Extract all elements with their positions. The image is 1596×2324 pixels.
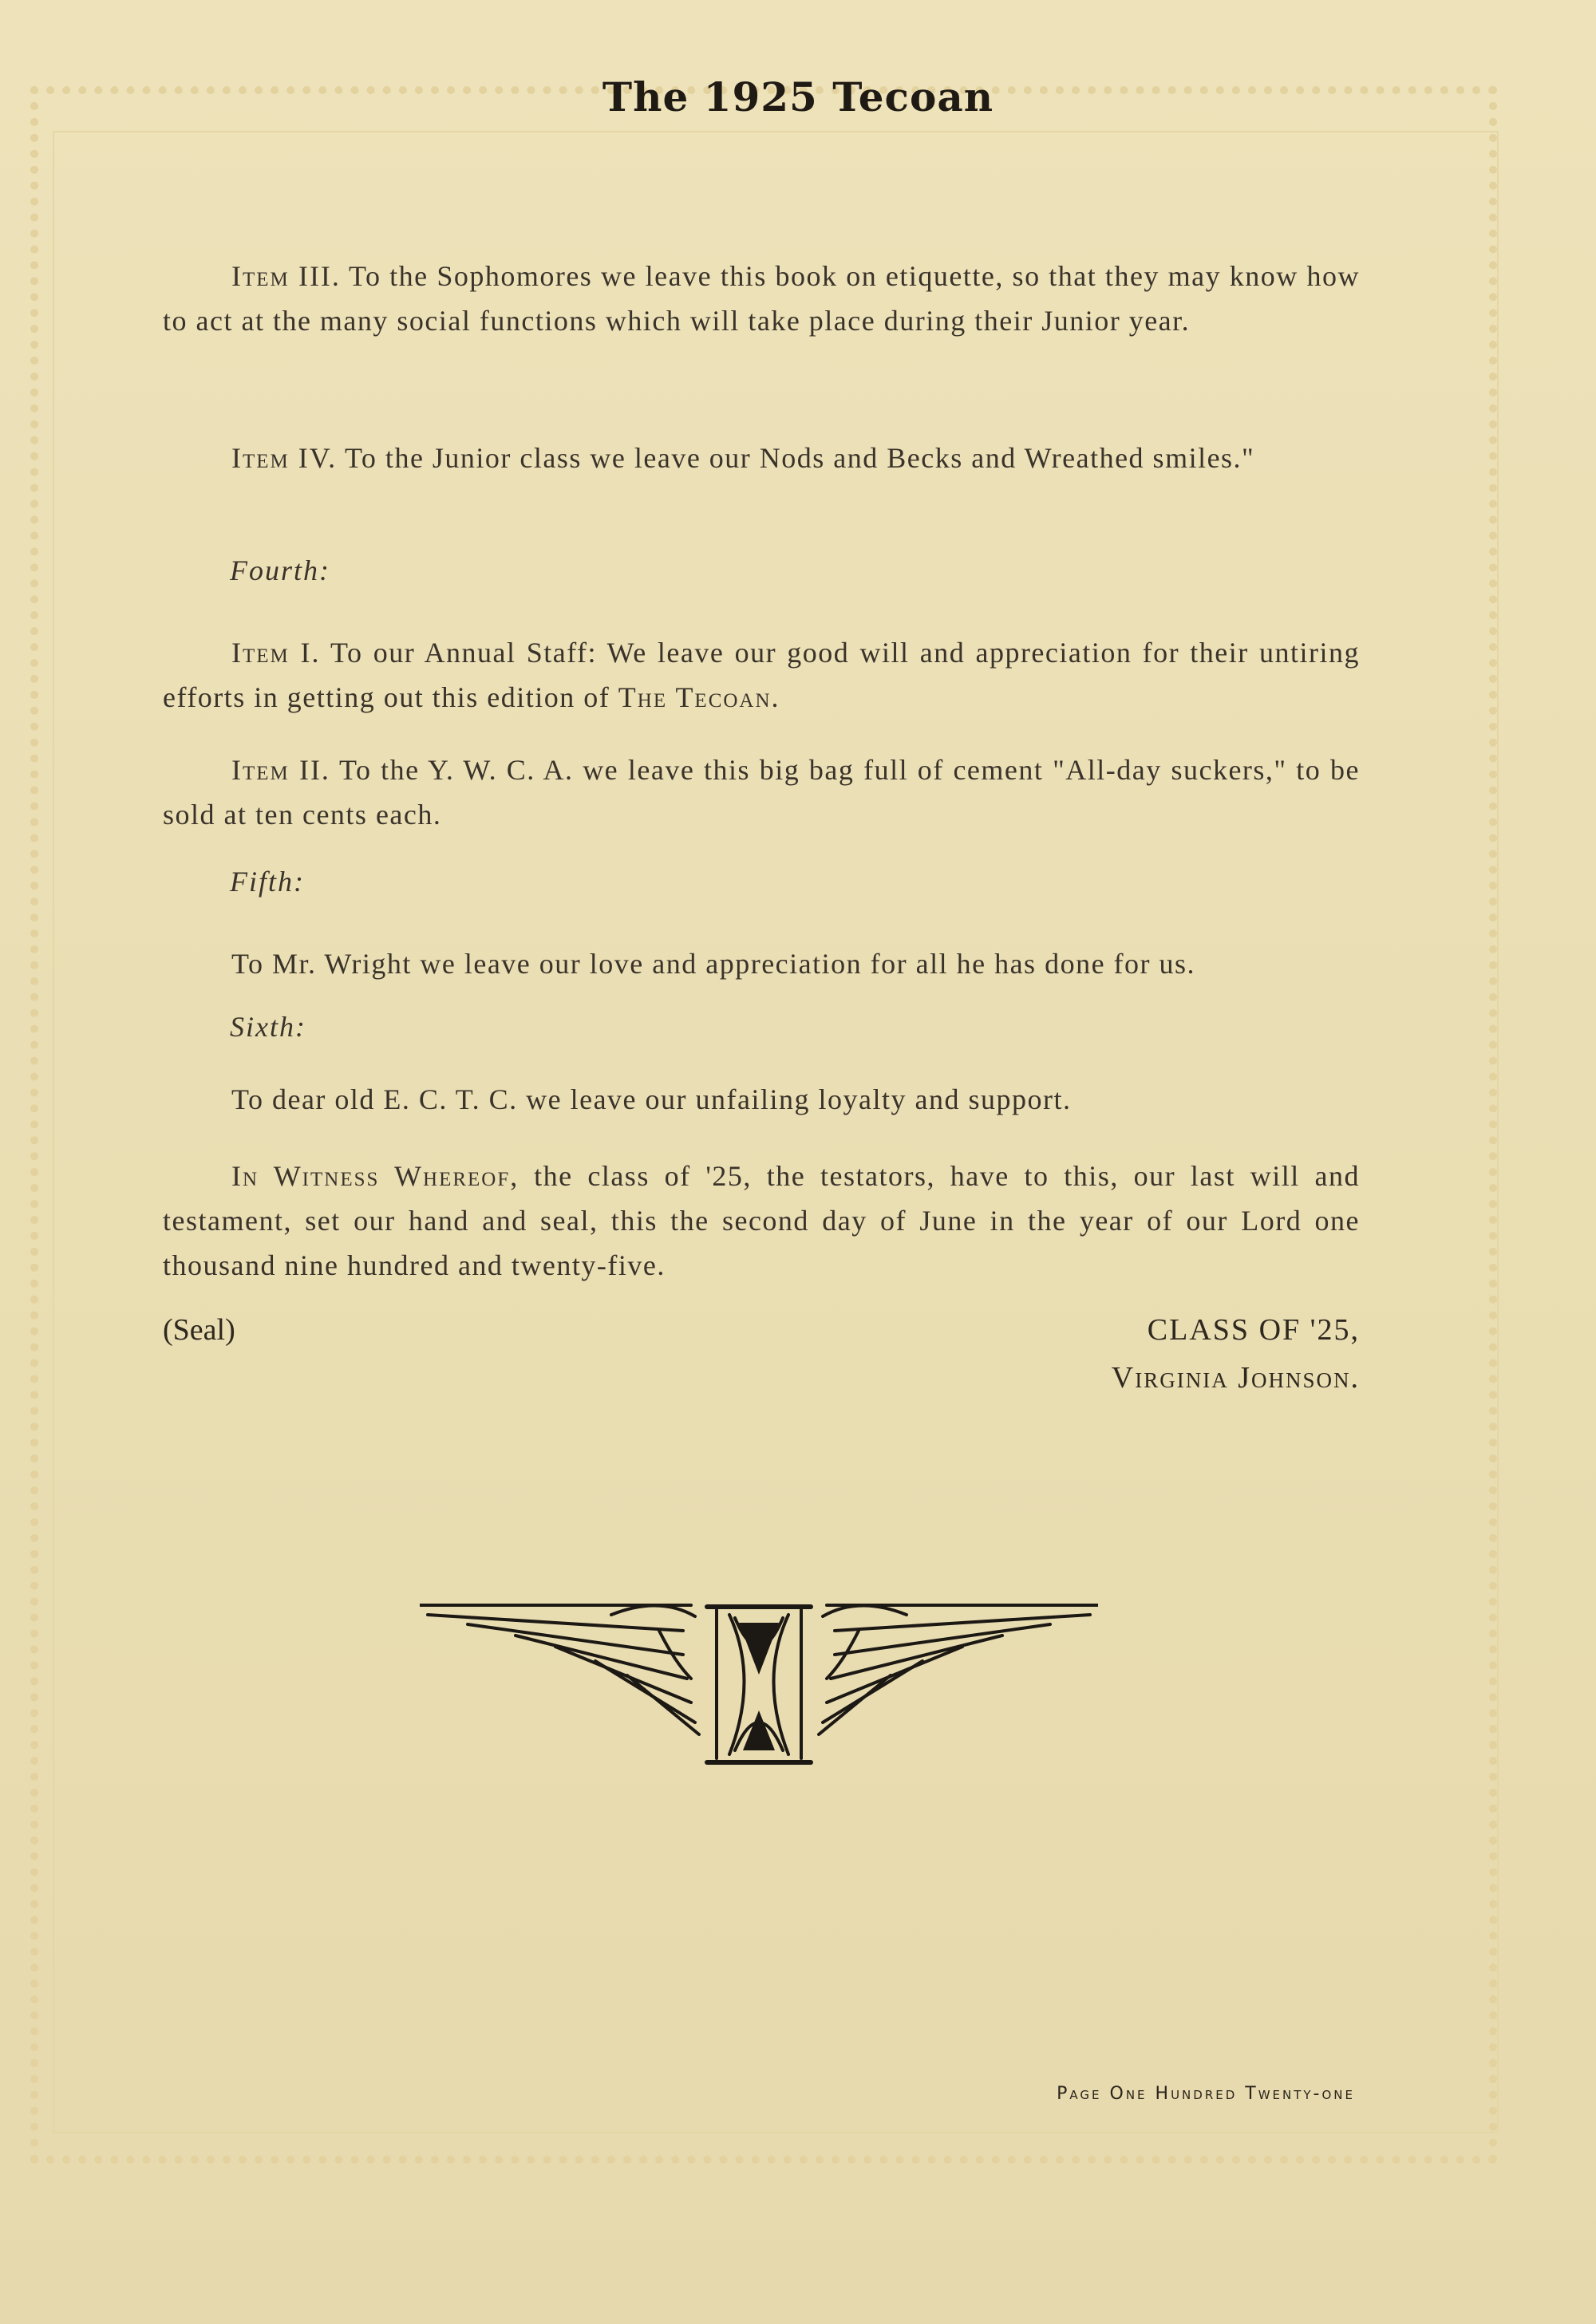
heading-fifth: Fifth:: [230, 866, 305, 898]
item-text: To the Junior class we leave our Nods and Becks and Wreathed smiles.": [337, 442, 1255, 474]
winged-hourglass-icon: [420, 1599, 1098, 1770]
item-label: Item II.: [231, 754, 330, 786]
book-title: The Tecoan: [618, 681, 772, 713]
paragraph-item-3: [163, 254, 1360, 343]
paragraph-fifth: To Mr. Wright we leave our love and appreciation for all he has done for us.: [231, 948, 1196, 980]
page-number: Page One Hundred Twenty-one: [1057, 2084, 1355, 2104]
paragraph-sixth: To dear old E. C. T. C. we leave our unfailing loyalty and support.: [231, 1083, 1072, 1115]
item-label: Item I.: [231, 637, 321, 669]
item-label: Item III.: [231, 260, 341, 292]
item-text: To the Sophomores we leave this book on etiquette, so that they may know how to act at the many social functions which will take place during their Junior year.: [163, 260, 1360, 337]
witness-text: the class of '25, the testators, have to this, our last will and testament, set our hand and seal, this the second day of June in the year of our Lord one thousand nine hundred and twenty-five.: [163, 1160, 1360, 1281]
inner-border: [53, 131, 1499, 2133]
item-label: Item IV.: [231, 442, 338, 474]
paragraph-fourth-item-2: [163, 748, 1360, 837]
paragraph-witness: [163, 1154, 1360, 1288]
heading-sixth: Sixth:: [230, 1011, 306, 1043]
witness-label: In Witness Whereof,: [231, 1160, 519, 1192]
heading-fourth: Fourth:: [230, 554, 330, 586]
class-line: CLASS OF '25,: [1147, 1313, 1360, 1347]
paragraph-item-4: [163, 436, 1360, 480]
paragraph-fourth-item-1: [163, 630, 1360, 720]
item-end: .: [771, 681, 780, 713]
seal-label: (Seal): [163, 1313, 235, 1347]
item-text: To our Annual Staff: We leave our good will and appreciation for their untiring efforts in getting out this edition of: [163, 637, 1360, 713]
item-text: To the Y. W. C. A. we leave this big bag full of cement "All-day suckers," to be sold at ten cents each.: [163, 754, 1360, 831]
running-head: The 1925 Tecoan: [602, 73, 994, 120]
signer-name: Virginia Johnson.: [1111, 1361, 1360, 1395]
